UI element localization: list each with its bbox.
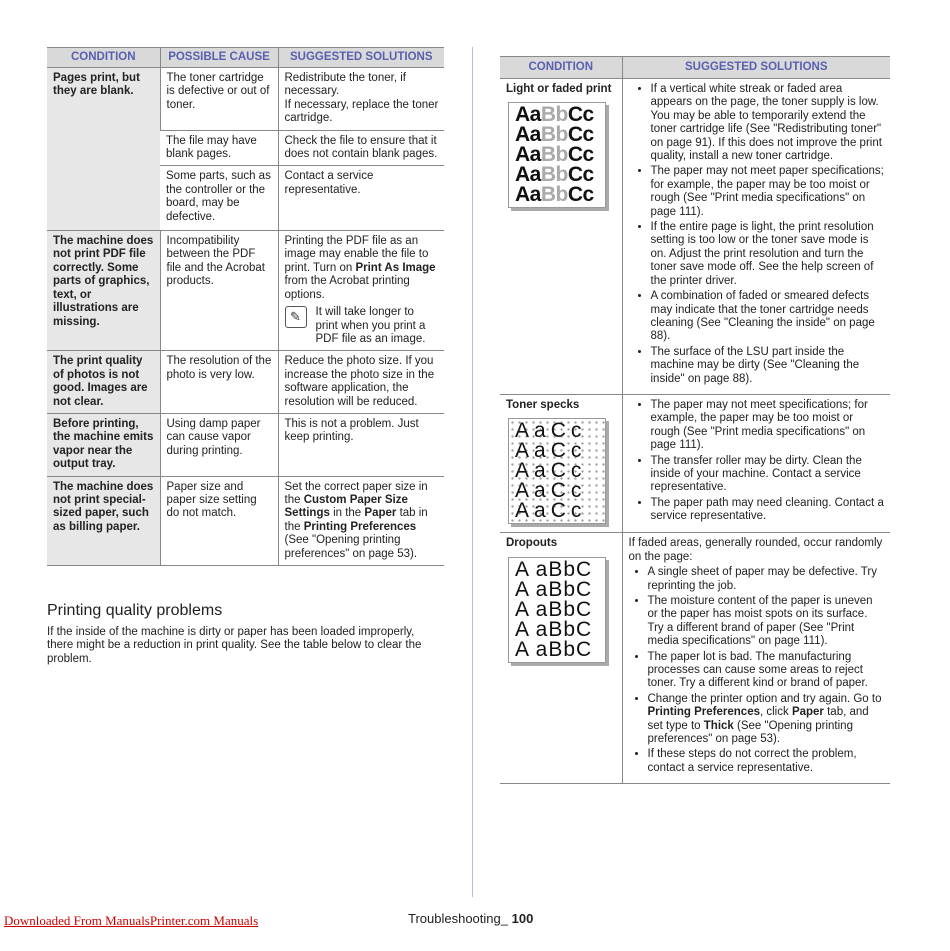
condition-label: Toner specks xyxy=(506,398,580,411)
table-row xyxy=(500,533,890,784)
page-footer xyxy=(408,912,533,925)
solution-text: Set the correct paper size in the xyxy=(284,480,428,506)
left-column xyxy=(47,47,444,566)
solution-cell: Contact a service representative. xyxy=(278,166,444,231)
cause-cell: The resolution of the photo is very low. xyxy=(160,351,278,414)
footer-section: Troubleshooting_ xyxy=(408,911,508,926)
solution-cell xyxy=(278,68,444,131)
solution-cell xyxy=(622,394,890,532)
solution-list xyxy=(629,83,886,386)
condition-cell: The machine does not print PDF file correctly. Some parts of graphics, text, or illustrations are missing. xyxy=(47,231,160,351)
condition-cell: The machine does not print special- sized paper, such as billing paper. xyxy=(47,476,160,565)
solution-lead: If faded areas, generally rounded, occur randomly on the page: xyxy=(628,537,883,563)
solution-bold: Paper xyxy=(364,507,397,520)
solution-cell: Reduce the photo size. If you increase the photo size in the software application, the resolution will be reduced. xyxy=(278,351,444,414)
header-condition: CONDITION xyxy=(47,48,160,68)
table-header-row xyxy=(47,48,444,68)
solution-text: Redistribute the toner, if necessary. xyxy=(284,72,406,98)
table-row xyxy=(47,68,444,131)
condition-cell: Pages print, but they are blank. xyxy=(47,68,160,231)
table-row xyxy=(47,351,444,414)
solution-cell xyxy=(622,533,890,784)
solution-list xyxy=(629,566,886,775)
list-item: • The paper may not meet specifications; for example, the paper may be too moist or rough (See "Print media specifications" on page 111). xyxy=(651,399,886,453)
cause-cell: Using damp paper can cause vapor during printing. xyxy=(160,413,278,476)
solution-list xyxy=(629,399,886,524)
list-item: • The paper lot is bad. The manufacturing processes can cause some areas to reject toner. Try a different kind or brand of paper. xyxy=(648,651,886,691)
solution-bold: Custom Paper Size Settings xyxy=(284,493,408,520)
header-possible-cause: POSSIBLE CAUSE xyxy=(160,48,278,68)
condition-cell xyxy=(500,394,622,532)
solution-bold: Print As Image xyxy=(355,261,436,274)
list-item: • The paper may not meet paper specifications; for example, the paper may be too moist or rough (See "Print media specifications" on page 111). xyxy=(651,165,886,219)
table-row xyxy=(47,476,444,565)
table-row xyxy=(47,413,444,476)
note-text: It will take longer to print when you print a PDF file as an image. xyxy=(315,306,426,345)
troubleshooting-table xyxy=(47,47,444,566)
header-condition: CONDITION xyxy=(500,57,622,79)
solution-text: tab in the xyxy=(284,507,428,533)
faded-print-sample-image: AaBbCc AaBbCc AaBbCc AaBbCc AaBbCc xyxy=(508,102,606,208)
solution-text: in the xyxy=(329,507,365,520)
note xyxy=(285,306,440,346)
solution-cell xyxy=(622,79,890,395)
section-title: Printing quality problems xyxy=(47,602,223,619)
solution-text: (See "Opening printing preferences" on page 53). xyxy=(284,534,418,560)
solution-cell xyxy=(278,476,444,565)
download-source-link[interactable]: Downloaded From ManualsPrinter.com Manuals xyxy=(4,913,259,928)
table-row xyxy=(500,394,890,532)
header-suggested-solutions: SUGGESTED SOLUTIONS xyxy=(622,57,890,79)
note-pencil-icon: ✎ xyxy=(285,306,307,328)
section-intro: If the inside of the machine is dirty or paper has been loaded improperly, there might be a reduction in print quality. See the table below to clear the problem. xyxy=(47,626,422,665)
dropouts-sample-image: A aBbC A aBbC A aBbC A aBbC A aBbC xyxy=(508,557,606,663)
table-header-row xyxy=(500,57,890,79)
condition-cell: The print quality of photos is not good. Images are not clear. xyxy=(47,351,160,414)
condition-label: Light or faded print xyxy=(506,83,612,95)
cause-cell: Some parts, such as the controller or the board, may be defective. xyxy=(160,166,278,231)
column-divider xyxy=(472,47,473,897)
solution-text: from the Acrobat printing options. xyxy=(284,275,410,301)
solution-cell xyxy=(278,231,444,351)
solution-text: Printing the PDF file as an image may enable the file to print. Turn on xyxy=(284,235,429,274)
condition-cell xyxy=(500,533,622,784)
solution-bold: Printing Preferences xyxy=(303,520,417,533)
cause-cell: The toner cartridge is defective or out of toner. xyxy=(160,68,278,131)
print-quality-table xyxy=(500,56,890,784)
table-row xyxy=(500,79,890,395)
list-item: • The transfer roller may be dirty. Clean the inside of your machine. Contact a service representative. xyxy=(651,455,886,495)
list-item: • A combination of faded or smeared defects may indicate that the toner cartridge needs cleaning (See "Cleaning the inside" on page 88). xyxy=(651,290,886,344)
solution-text: If necessary, replace the toner cartridge. xyxy=(284,98,439,125)
list-item: • The surface of the LSU part inside the machine may be dirty (See "Cleaning the inside" on page 88). xyxy=(651,346,886,386)
right-column xyxy=(500,56,890,784)
list-item: • If the entire page is light, the print resolution setting is too low or the toner save mode is on. Adjust the print resolution and turn the toner save mode off. See the help screen of the printer driver. xyxy=(651,221,886,288)
page-number: 100 xyxy=(511,911,534,926)
toner-specks-sample-image: AaCc AaCc AaCc AaCc AaCc xyxy=(508,418,606,524)
condition-cell xyxy=(500,79,622,395)
list-item: • If these steps do not correct the problem, contact a service representative. xyxy=(648,748,886,775)
list-item: • A single sheet of paper may be defective. Try reprinting the job. xyxy=(648,566,886,593)
cause-cell: Paper size and paper size setting do not match. xyxy=(160,476,278,565)
condition-cell: Before printing, the machine emits vapor near the output tray. xyxy=(47,413,160,476)
cause-cell: Incompatibility between the PDF file and the Acrobat products. xyxy=(160,231,278,351)
solution-cell: Check the file to ensure that it does not contain blank pages. xyxy=(278,130,444,166)
header-suggested-solutions: SUGGESTED SOLUTIONS xyxy=(278,48,444,68)
list-item: • The moisture content of the paper is uneven or the paper has moist spots on its surface. Try a different brand of paper (See "Print media specifications" on page 111). xyxy=(648,595,886,649)
table-row xyxy=(47,231,444,351)
list-item: • Change the printer option and try again. Go to Printing Preferences, click Paper tab, and set type to Thick (See "Opening printing preferences" on page 53). xyxy=(648,693,886,747)
cause-cell: The file may have blank pages. xyxy=(160,130,278,166)
solution-cell: This is not a problem. Just keep printing. xyxy=(278,413,444,476)
list-item: • If a vertical white streak or faded area appears on the page, the toner supply is low. You may be able to temporarily extend the toner cartridge life (See "Redistributing toner" on page 91). If this does not improve the print quality, install a new toner cartridge. xyxy=(651,83,886,163)
list-item: • The paper path may need cleaning. Contact a service representative. xyxy=(651,497,886,524)
condition-label: Dropouts xyxy=(506,537,558,550)
